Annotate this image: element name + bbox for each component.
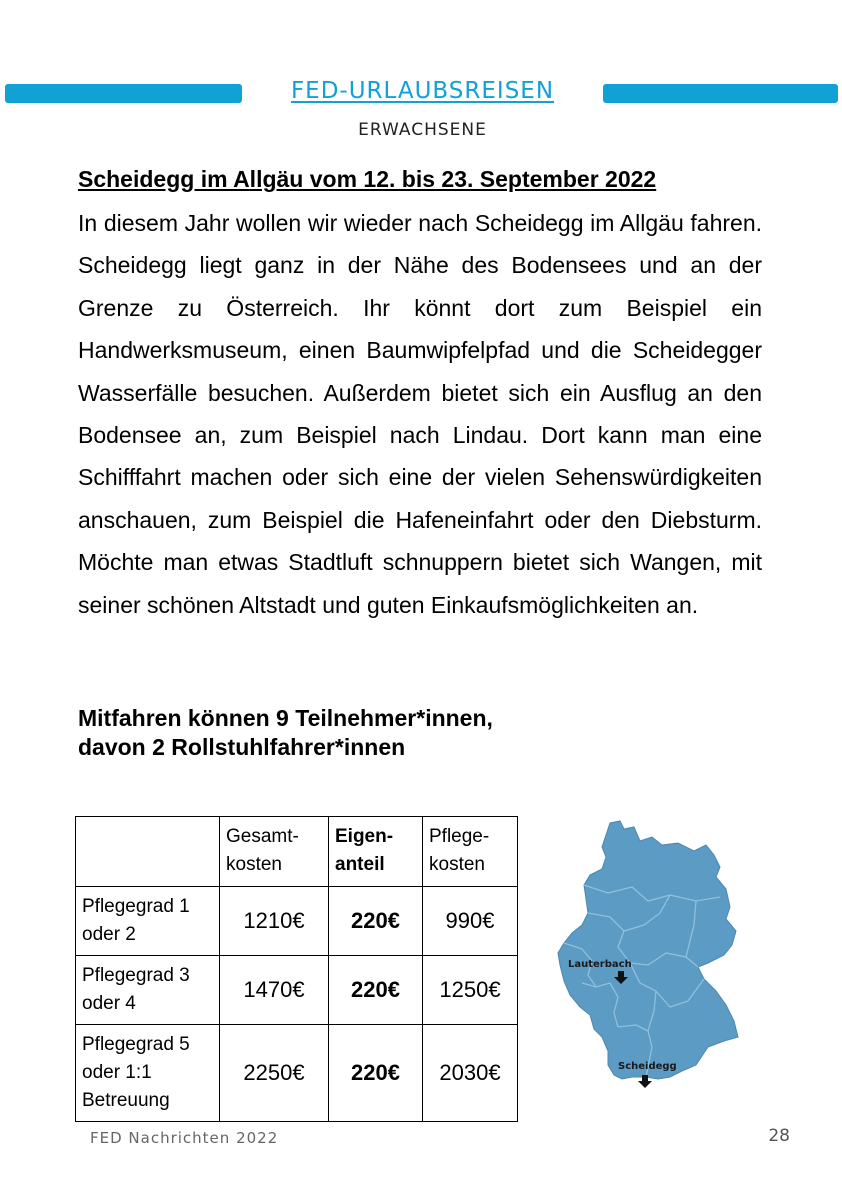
banner-title: FED-URLAUBSREISEN bbox=[290, 78, 555, 104]
total-cost-cell: 1470€ bbox=[220, 956, 329, 1025]
header-total-costs: Gesamt- kosten bbox=[220, 817, 329, 887]
page-number: 28 bbox=[768, 1126, 790, 1146]
own-share-cell: 220€ bbox=[329, 1025, 423, 1122]
banner-band-left bbox=[5, 84, 242, 103]
map-label-scheidegg: Scheidegg bbox=[618, 1061, 677, 1072]
row-label: Pflegegrad 5 oder 1:1 Betreuung bbox=[76, 1025, 220, 1122]
germany-outline bbox=[558, 821, 738, 1079]
table-row bbox=[76, 1025, 518, 1122]
row-label: Pflegegrad 3 oder 4 bbox=[76, 956, 220, 1025]
banner-band-right bbox=[603, 84, 838, 103]
own-share-cell: 220€ bbox=[329, 956, 423, 1025]
participants-line-2: davon 2 Rollstuhlfahrer*innen bbox=[78, 734, 406, 760]
footer-publication: FED Nachrichten 2022 bbox=[90, 1129, 279, 1147]
article-body: In diesem Jahr wollen wir wieder nach Scheidegg im Allgäu fahren. Scheidegg liegt ganz in der Nähe des Bodensees und an der Grenze zu Österreich. Ihr könnt dort zum Beispiel ein Handwerksmuseum, einen Baumwipfelpfad und die Scheidegger Wasserfälle besuchen. Außerdem bietet sich ein Ausflug an den Bodensee an, zum Beispiel nach Lindau. Dort kann man eine Schifffahrt machen oder sich eine der vielen Sehenswürdigkeiten anschauen, zum Beispiel die Hafeneinfahrt oder den Diebsturm. Möchte man etwas Stadtluft schnuppern bietet sich Wangen, mit seiner schönen Altstadt und guten Einkaufsmöglichkeiten an. bbox=[78, 210, 762, 618]
header-own-share: Eigen- anteil bbox=[329, 817, 423, 887]
participants-line-1: Mitfahren können 9 Teilnehmer*innen, bbox=[78, 705, 493, 731]
header-empty-cell bbox=[76, 817, 220, 887]
own-share-cell: 220€ bbox=[329, 887, 423, 956]
total-cost-cell: 2250€ bbox=[220, 1025, 329, 1122]
costs-table bbox=[75, 816, 518, 1122]
total-cost-cell: 1210€ bbox=[220, 887, 329, 956]
table-header-row bbox=[76, 817, 518, 887]
map-label-lauterbach: Lauterbach bbox=[568, 959, 632, 970]
participants-info bbox=[78, 704, 493, 762]
banner-subtitle: ERWACHSENE bbox=[358, 120, 487, 140]
header-care-costs: Pflege- kosten bbox=[423, 817, 518, 887]
article-heading: Scheidegg im Allgäu vom 12. bis 23. September 2022 bbox=[78, 166, 657, 192]
care-cost-cell: 1250€ bbox=[423, 956, 518, 1025]
row-label: Pflegegrad 1 oder 2 bbox=[76, 887, 220, 956]
table-row bbox=[76, 956, 518, 1025]
table-row bbox=[76, 887, 518, 956]
care-cost-cell: 990€ bbox=[423, 887, 518, 956]
care-cost-cell: 2030€ bbox=[423, 1025, 518, 1122]
germany-map bbox=[548, 815, 838, 1105]
